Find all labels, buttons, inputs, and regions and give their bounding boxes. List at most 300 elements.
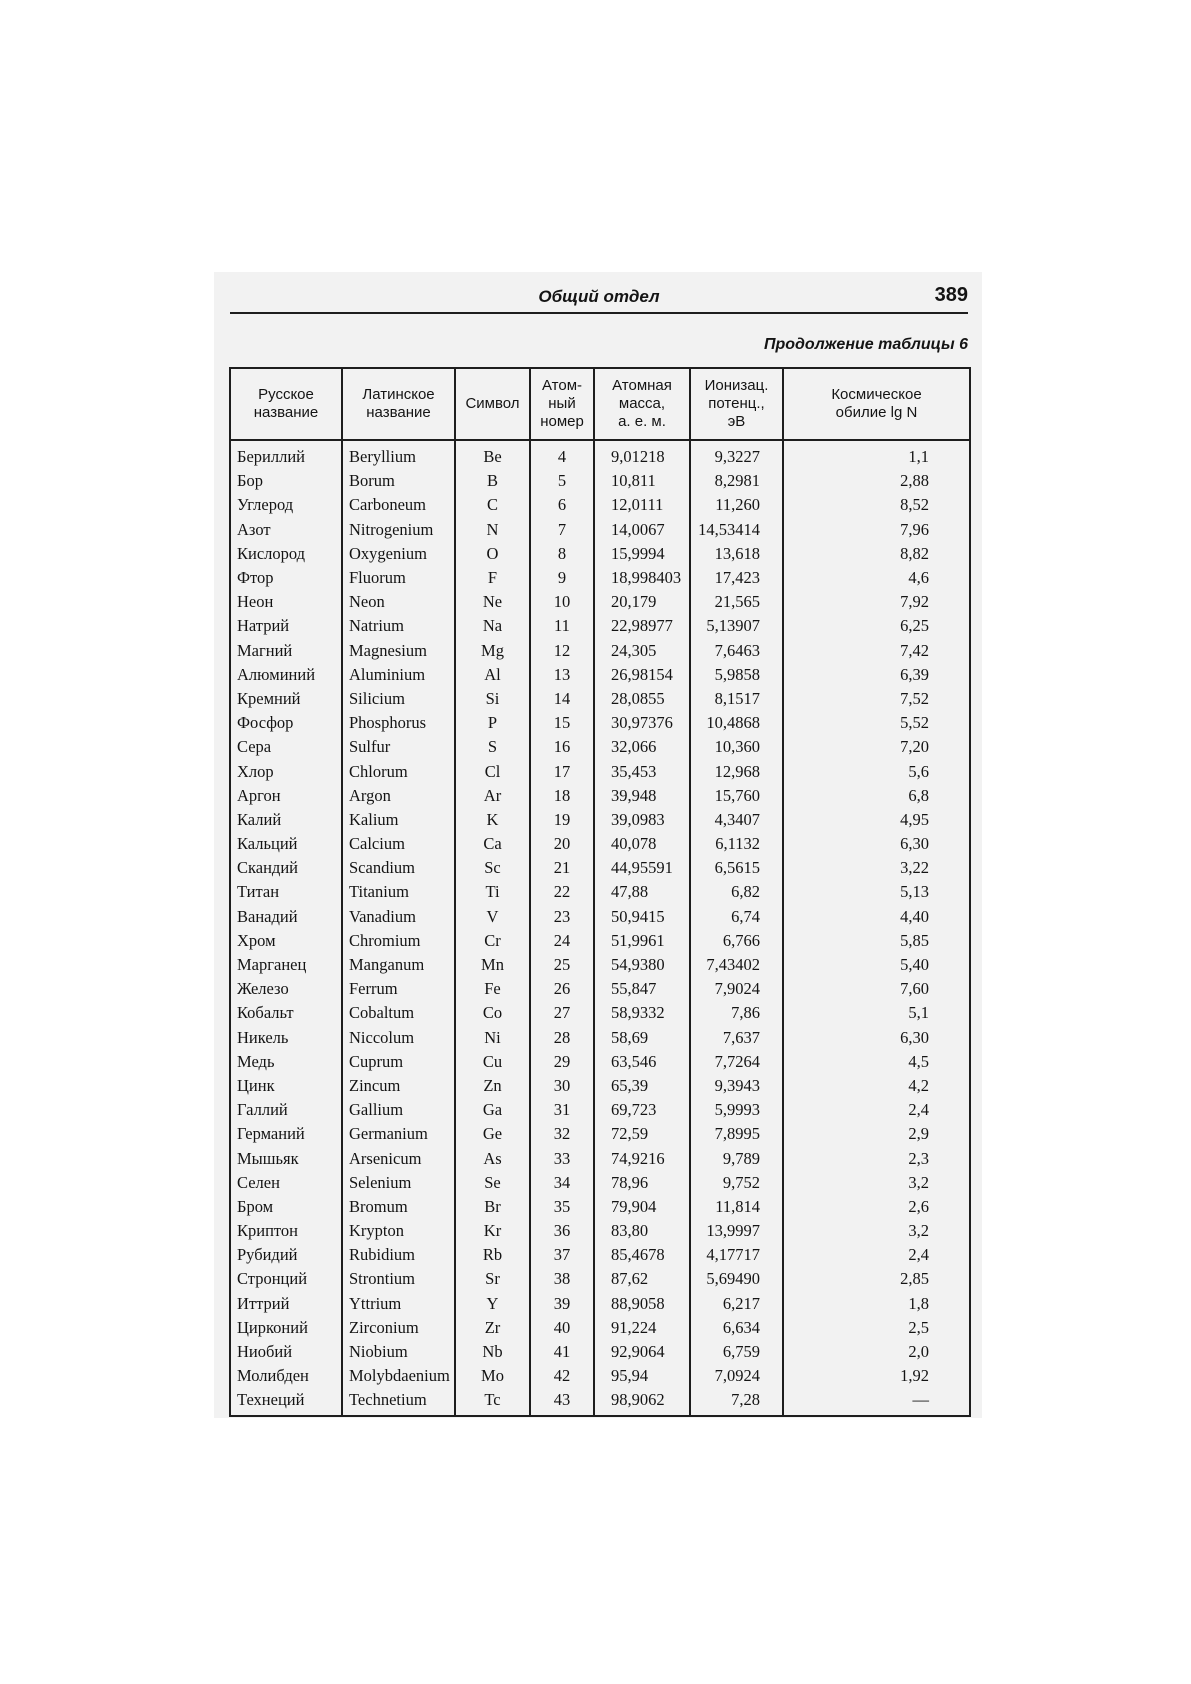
ionization-potential-cell: 6,1132 [690,832,783,856]
atomic-number-cell: 10 [530,590,594,614]
latin-name-cell: Manganum [342,953,455,977]
cosmic-abundance-cell: 8,82 [783,542,970,566]
table-row [230,1316,970,1340]
table-row [230,493,970,517]
header-line: Атом- [541,377,583,394]
atomic-mass-cell: 63,546 [594,1050,690,1074]
header-symbol [455,368,530,440]
ionization-potential-cell: 14,53414 [690,518,783,542]
symbol-cell: Sr [455,1267,530,1291]
ionization-potential-cell: 5,9993 [690,1098,783,1122]
russian-name-cell: Цинк [230,1074,342,1098]
header-line: Латинское [362,386,435,403]
table-row [230,1243,970,1267]
ionization-potential-cell: 6,217 [690,1292,783,1316]
atomic-mass-cell: 12,0111 [594,493,690,517]
table-row [230,1171,970,1195]
latin-name-cell: Aluminium [342,663,455,687]
symbol-cell: Y [455,1292,530,1316]
latin-name-cell: Ferrum [342,977,455,1001]
atomic-mass-cell: 28,0855 [594,687,690,711]
russian-name-cell: Азот [230,518,342,542]
atomic-mass-cell: 35,453 [594,759,690,783]
table-row [230,614,970,638]
header-atomic-mass [594,368,690,440]
russian-name-cell: Сера [230,735,342,759]
cosmic-abundance-cell: 2,9 [783,1122,970,1146]
atomic-number-cell: 40 [530,1316,594,1340]
atomic-mass-cell: 22,98977 [594,614,690,638]
header-line: обилие lg N [835,404,918,421]
atomic-mass-cell: 14,0067 [594,518,690,542]
russian-name-cell: Иттрий [230,1292,342,1316]
atomic-mass-cell: 69,723 [594,1098,690,1122]
table-row [230,542,970,566]
atomic-mass-cell: 95,94 [594,1364,690,1388]
atomic-number-cell: 33 [530,1146,594,1170]
table-row [230,1001,970,1025]
symbol-cell: Fe [455,977,530,1001]
table-row [230,663,970,687]
cosmic-abundance-cell: 4,6 [783,566,970,590]
russian-name-cell: Стронций [230,1267,342,1291]
atomic-number-cell: 36 [530,1219,594,1243]
cosmic-abundance-cell: 7,92 [783,590,970,614]
symbol-cell: S [455,735,530,759]
cosmic-abundance-cell: 2,6 [783,1195,970,1219]
latin-name-cell: Oxygenium [342,542,455,566]
ionization-potential-cell: 7,7264 [690,1050,783,1074]
russian-name-cell: Углерод [230,493,342,517]
atomic-number-cell: 13 [530,663,594,687]
latin-name-cell: Phosphorus [342,711,455,735]
russian-name-cell: Молибден [230,1364,342,1388]
table-row [230,1340,970,1364]
ionization-potential-cell: 7,28 [690,1388,783,1415]
latin-name-cell: Calcium [342,832,455,856]
ionization-potential-cell: 4,17717 [690,1243,783,1267]
cosmic-abundance-cell: 4,5 [783,1050,970,1074]
symbol-cell: Ca [455,832,530,856]
table-row [230,1050,970,1074]
symbol-cell: F [455,566,530,590]
symbol-cell: Ti [455,880,530,904]
atomic-mass-cell: 55,847 [594,977,690,1001]
symbol-cell: P [455,711,530,735]
cosmic-abundance-cell: 6,8 [783,784,970,808]
russian-name-cell: Селен [230,1171,342,1195]
atomic-mass-cell: 92,9064 [594,1340,690,1364]
table-row [230,832,970,856]
ionization-potential-cell: 7,6463 [690,639,783,663]
ionization-potential-cell: 7,8995 [690,1122,783,1146]
symbol-cell: Tc [455,1388,530,1415]
cosmic-abundance-cell: 8,52 [783,493,970,517]
ionization-potential-cell: 8,2981 [690,469,783,493]
atomic-mass-cell: 20,179 [594,590,690,614]
ionization-potential-cell: 7,86 [690,1001,783,1025]
atomic-mass-cell: 78,96 [594,1171,690,1195]
header-line: эВ [727,413,746,430]
table-row [230,1195,970,1219]
latin-name-cell: Technetium [342,1388,455,1415]
atomic-number-cell: 20 [530,832,594,856]
ionization-potential-cell: 9,3227 [690,440,783,469]
section-title: Общий отдел [538,287,660,306]
atomic-number-cell: 8 [530,542,594,566]
russian-name-cell: Германий [230,1122,342,1146]
latin-name-cell: Selenium [342,1171,455,1195]
ionization-potential-cell: 5,69490 [690,1267,783,1291]
header-line: потенц., [708,395,765,412]
atomic-mass-cell: 18,998403 [594,566,690,590]
elements-table [229,367,971,1417]
cosmic-abundance-cell: 2,88 [783,469,970,493]
cosmic-abundance-cell: 6,39 [783,663,970,687]
table-row [230,1122,970,1146]
russian-name-cell: Неон [230,590,342,614]
atomic-mass-cell: 30,97376 [594,711,690,735]
cosmic-abundance-cell: — [783,1388,970,1415]
latin-name-cell: Molybdaenium [342,1364,455,1388]
symbol-cell: O [455,542,530,566]
latin-name-cell: Rubidium [342,1243,455,1267]
atomic-mass-cell: 58,9332 [594,1001,690,1025]
ionization-potential-cell: 15,760 [690,784,783,808]
latin-name-cell: Beryllium [342,440,455,469]
symbol-cell: Mg [455,639,530,663]
header-line: Русское [258,386,314,403]
table-row [230,469,970,493]
running-head [230,284,968,314]
atomic-number-cell: 27 [530,1001,594,1025]
atomic-number-cell: 38 [530,1267,594,1291]
ionization-potential-cell: 5,9858 [690,663,783,687]
latin-name-cell: Niobium [342,1340,455,1364]
atomic-number-cell: 43 [530,1388,594,1415]
russian-name-cell: Аргон [230,784,342,808]
ionization-potential-cell: 13,618 [690,542,783,566]
atomic-number-cell: 28 [530,1026,594,1050]
latin-name-cell: Bromum [342,1195,455,1219]
symbol-cell: Ne [455,590,530,614]
symbol-cell: N [455,518,530,542]
latin-name-cell: Chlorum [342,759,455,783]
ionization-potential-cell: 6,74 [690,905,783,929]
table-row [230,1219,970,1243]
ionization-potential-cell: 9,3943 [690,1074,783,1098]
latin-name-cell: Germanium [342,1122,455,1146]
cosmic-abundance-cell: 5,13 [783,880,970,904]
latin-name-cell: Arsenicum [342,1146,455,1170]
cosmic-abundance-cell: 1,8 [783,1292,970,1316]
ionization-potential-cell: 10,4868 [690,711,783,735]
atomic-mass-cell: 85,4678 [594,1243,690,1267]
russian-name-cell: Кальций [230,832,342,856]
latin-name-cell: Niccolum [342,1026,455,1050]
atomic-number-cell: 26 [530,977,594,1001]
ionization-potential-cell: 11,260 [690,493,783,517]
atomic-number-cell: 37 [530,1243,594,1267]
table-row [230,1074,970,1098]
ionization-potential-cell: 8,1517 [690,687,783,711]
symbol-cell: B [455,469,530,493]
atomic-mass-cell: 44,95591 [594,856,690,880]
page-number: 389 [934,284,968,306]
ionization-potential-cell: 10,360 [690,735,783,759]
table-row [230,735,970,759]
table-row [230,1098,970,1122]
ionization-potential-cell: 9,752 [690,1171,783,1195]
atomic-number-cell: 17 [530,759,594,783]
symbol-cell: Cu [455,1050,530,1074]
table-row [230,1364,970,1388]
atomic-number-cell: 4 [530,440,594,469]
atomic-number-cell: 9 [530,566,594,590]
atomic-number-cell: 5 [530,469,594,493]
cosmic-abundance-cell: 3,22 [783,856,970,880]
russian-name-cell: Никель [230,1026,342,1050]
symbol-cell: Ar [455,784,530,808]
ionization-potential-cell: 7,9024 [690,977,783,1001]
ionization-potential-cell: 5,13907 [690,614,783,638]
cosmic-abundance-cell: 1,92 [783,1364,970,1388]
latin-name-cell: Cuprum [342,1050,455,1074]
cosmic-abundance-cell: 6,30 [783,1026,970,1050]
cosmic-abundance-cell: 5,52 [783,711,970,735]
latin-name-cell: Scandium [342,856,455,880]
atomic-number-cell: 16 [530,735,594,759]
atomic-mass-cell: 72,59 [594,1122,690,1146]
symbol-cell: K [455,808,530,832]
cosmic-abundance-cell: 2,85 [783,1267,970,1291]
table-row [230,566,970,590]
table-row [230,687,970,711]
table-row [230,590,970,614]
russian-name-cell: Хлор [230,759,342,783]
table-row [230,440,970,469]
atomic-mass-cell: 83,80 [594,1219,690,1243]
table-row [230,784,970,808]
header-line: Космическое [831,386,922,403]
ionization-potential-cell: 17,423 [690,566,783,590]
atomic-number-cell: 29 [530,1050,594,1074]
cosmic-abundance-cell: 1,1 [783,440,970,469]
cosmic-abundance-cell: 7,52 [783,687,970,711]
header-line: масса, [618,395,666,412]
atomic-mass-cell: 91,224 [594,1316,690,1340]
atomic-number-cell: 23 [530,905,594,929]
symbol-cell: Nb [455,1340,530,1364]
russian-name-cell: Кремний [230,687,342,711]
symbol-cell: Kr [455,1219,530,1243]
symbol-cell: C [455,493,530,517]
table-header [230,368,970,440]
atomic-number-cell: 25 [530,953,594,977]
atomic-mass-cell: 88,9058 [594,1292,690,1316]
cosmic-abundance-cell: 3,2 [783,1171,970,1195]
table-row [230,880,970,904]
atomic-number-cell: 39 [530,1292,594,1316]
russian-name-cell: Ванадий [230,905,342,929]
atomic-mass-cell: 39,948 [594,784,690,808]
russian-name-cell: Мышьяк [230,1146,342,1170]
ionization-potential-cell: 21,565 [690,590,783,614]
latin-name-cell: Gallium [342,1098,455,1122]
atomic-mass-cell: 74,9216 [594,1146,690,1170]
symbol-cell: Cl [455,759,530,783]
header-atomic-number [530,368,594,440]
atomic-mass-cell: 98,9062 [594,1388,690,1415]
atomic-number-cell: 6 [530,493,594,517]
ionization-potential-cell: 7,43402 [690,953,783,977]
symbol-cell: Se [455,1171,530,1195]
latin-name-cell: Sulfur [342,735,455,759]
symbol-cell: V [455,905,530,929]
cosmic-abundance-cell: 5,6 [783,759,970,783]
cosmic-abundance-cell: 3,2 [783,1219,970,1243]
ionization-potential-cell: 6,5615 [690,856,783,880]
latin-name-cell: Argon [342,784,455,808]
russian-name-cell: Кобальт [230,1001,342,1025]
table-row [230,808,970,832]
atomic-mass-cell: 50,9415 [594,905,690,929]
russian-name-cell: Рубидий [230,1243,342,1267]
table-row [230,518,970,542]
ionization-potential-cell: 6,634 [690,1316,783,1340]
latin-name-cell: Yttrium [342,1292,455,1316]
header-line: ный [548,395,576,412]
russian-name-cell: Ниобий [230,1340,342,1364]
russian-name-cell: Технеций [230,1388,342,1415]
atomic-number-cell: 18 [530,784,594,808]
russian-name-cell: Скандий [230,856,342,880]
ionization-potential-cell: 12,968 [690,759,783,783]
atomic-mass-cell: 79,904 [594,1195,690,1219]
russian-name-cell: Галлий [230,1098,342,1122]
header-russian-name [230,368,342,440]
cosmic-abundance-cell: 7,60 [783,977,970,1001]
russian-name-cell: Титан [230,880,342,904]
atomic-number-cell: 32 [530,1122,594,1146]
cosmic-abundance-cell: 7,96 [783,518,970,542]
cosmic-abundance-cell: 2,3 [783,1146,970,1170]
cosmic-abundance-cell: 2,5 [783,1316,970,1340]
russian-name-cell: Хром [230,929,342,953]
latin-name-cell: Silicium [342,687,455,711]
table-row [230,711,970,735]
russian-name-cell: Кислород [230,542,342,566]
table-caption: Продолжение таблицы 6 [763,336,968,353]
header-latin-name [342,368,455,440]
latin-name-cell: Strontium [342,1267,455,1291]
symbol-cell: Zn [455,1074,530,1098]
atomic-number-cell: 41 [530,1340,594,1364]
table-row [230,639,970,663]
table-row [230,1026,970,1050]
atomic-mass-cell: 10,811 [594,469,690,493]
atomic-number-cell: 42 [530,1364,594,1388]
header-line: название [366,404,431,421]
symbol-cell: As [455,1146,530,1170]
latin-name-cell: Krypton [342,1219,455,1243]
table-row [230,1146,970,1170]
atomic-number-cell: 14 [530,687,594,711]
russian-name-cell: Железо [230,977,342,1001]
ionization-potential-cell: 11,814 [690,1195,783,1219]
ionization-potential-cell: 6,82 [690,880,783,904]
russian-name-cell: Криптон [230,1219,342,1243]
header-line: номер [540,413,584,430]
atomic-mass-cell: 26,98154 [594,663,690,687]
ionization-potential-cell: 4,3407 [690,808,783,832]
symbol-cell: Si [455,687,530,711]
symbol-cell: Mn [455,953,530,977]
atomic-mass-cell: 9,01218 [594,440,690,469]
ionization-potential-cell: 6,766 [690,929,783,953]
atomic-number-cell: 11 [530,614,594,638]
cosmic-abundance-cell: 6,25 [783,614,970,638]
cosmic-abundance-cell: 7,20 [783,735,970,759]
atomic-mass-cell: 47,88 [594,880,690,904]
latin-name-cell: Borum [342,469,455,493]
atomic-number-cell: 31 [530,1098,594,1122]
atomic-mass-cell: 54,9380 [594,953,690,977]
cosmic-abundance-cell: 5,1 [783,1001,970,1025]
ionization-potential-cell: 13,9997 [690,1219,783,1243]
ionization-potential-cell: 7,0924 [690,1364,783,1388]
ionization-potential-cell: 7,637 [690,1026,783,1050]
atomic-number-cell: 19 [530,808,594,832]
table-row [230,759,970,783]
latin-name-cell: Cobaltum [342,1001,455,1025]
symbol-cell: Mo [455,1364,530,1388]
latin-name-cell: Vanadium [342,905,455,929]
ionization-potential-cell: 9,789 [690,1146,783,1170]
cosmic-abundance-cell: 2,4 [783,1243,970,1267]
atomic-mass-cell: 87,62 [594,1267,690,1291]
table-row [230,977,970,1001]
latin-name-cell: Kalium [342,808,455,832]
russian-name-cell: Магний [230,639,342,663]
atomic-mass-cell: 65,39 [594,1074,690,1098]
atomic-number-cell: 30 [530,1074,594,1098]
header-line: а. е. м. [618,413,666,430]
symbol-cell: Co [455,1001,530,1025]
atomic-mass-cell: 32,066 [594,735,690,759]
atomic-number-cell: 22 [530,880,594,904]
table-row [230,953,970,977]
cosmic-abundance-cell: 6,30 [783,832,970,856]
latin-name-cell: Neon [342,590,455,614]
header-line: Символ [465,395,520,412]
russian-name-cell: Бериллий [230,440,342,469]
atomic-mass-cell: 24,305 [594,639,690,663]
table-row [230,856,970,880]
cosmic-abundance-cell: 2,4 [783,1098,970,1122]
atomic-number-cell: 35 [530,1195,594,1219]
table-row [230,1388,970,1415]
header-cosmic-abundance [783,368,970,440]
symbol-cell: Rb [455,1243,530,1267]
russian-name-cell: Алюминий [230,663,342,687]
header-line: Ионизац. [704,377,769,394]
russian-name-cell: Фосфор [230,711,342,735]
latin-name-cell: Titanium [342,880,455,904]
russian-name-cell: Бор [230,469,342,493]
cosmic-abundance-cell: 4,95 [783,808,970,832]
table-body [230,440,970,1416]
